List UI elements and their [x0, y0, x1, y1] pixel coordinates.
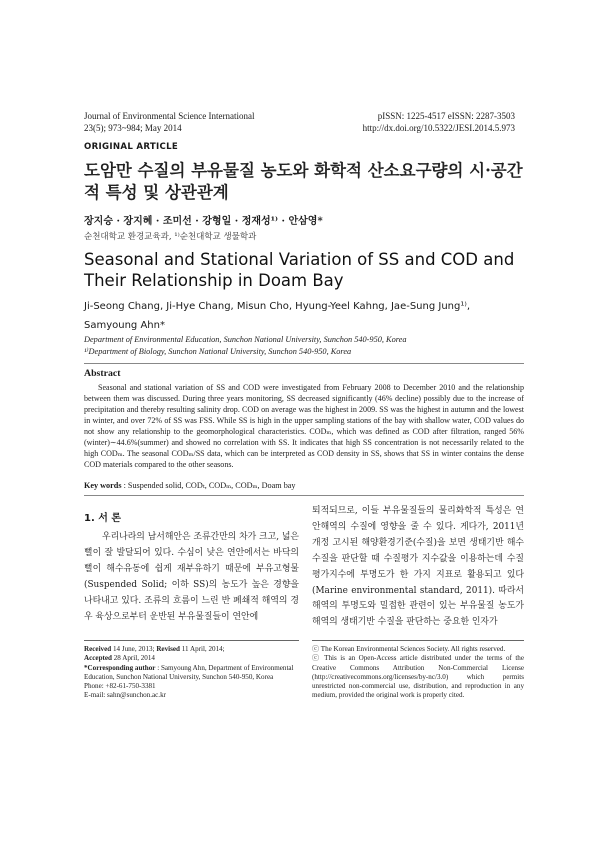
affiliation-english-2: ¹⁾Department of Biology, Sunchon National University, Sunchon 540-950, Korea — [84, 347, 352, 356]
phone: Phone: +82-61-750-3381 — [84, 682, 156, 691]
corresponding-author — [84, 664, 299, 683]
footnote-license — [312, 645, 524, 701]
received-label: Received — [84, 645, 112, 653]
dates-line-1 — [84, 645, 299, 654]
received-date: 14 June, 2013; — [111, 645, 157, 653]
issn: pISSN: 1225-4517 eISSN: 2287-3503 — [377, 111, 515, 121]
introduction-left-column: 우리나라의 남서해안은 조류간만의 차가 크고, 넓은 뻘이 잘 발달되어 있다. 수심이 낮은 연안에서는 바닥의 뻘이 해수유동에 쉽게 재부유하기 때문에 부유고형물(Suspended Solid; 이하 SS)의 농도가 높은 경향을 나타내고 있다. 조류의 흐름이 느린 반 폐쇄적 해역의 경우 육상으로부터 운반된 부유물질들이 연안에 — [84, 532, 299, 622]
article-type-label: ORIGINAL ARTICLE — [84, 142, 179, 152]
title-korean: 도암만 수질의 부유물질 농도와 화학적 산소요구량의 시·공간적 특성 및 상관관계 — [84, 161, 523, 202]
section-heading-introduction: 1. 서 론 — [84, 513, 122, 524]
abstract-heading: Abstract — [84, 368, 121, 379]
abstract-divider-top — [84, 363, 524, 364]
introduction-right-column: 퇴적되므로, 이들 부유물질들의 물리화학적 특성은 연안해역의 수질에 영향을 줄 수 있다. 게다가, 2011년 개정 고시된 해양환경기준(수질)을 보면 생태기반 해수수질을 판단할 때 수질평가 지수값을 이용하는데 수질평가지수에 투명도가 한 가지 지표로 활용되고 있다 (Marine environmental standard, 2011). 따라서 해역의 투명도와 밀접한 관련이 있는 부유물질 농도가 해역의 생태기반 수질을 판단하는 중요한 인자가 — [312, 506, 524, 628]
journal-header-right — [340, 110, 515, 134]
abstract-body: Seasonal and stational variation of SS and COD were investigated from February 2008 to December 2010 and the relationship between them was discussed. During three years monitoring, SS decreased significantly (46% decline) possibly due to the increase of precipitation and thereby resulting salinity drop. COD on average was the highest in 2009. SS was the highest in autumn and the lowest in winter, and over 72% of SS was FSS. While SS is high in the upper sampling stations of the bay with shallow water, COD values do not show any relationship to the geomorphological characteristics. CODₘ, which was defined as COD after filtration, ranged 56%(winter)∼44.6%(summer) and showed no correlation with SS. It indicates that high SS concentration is not necessarily related to the high CODₘ. The seasonal CODₘ/SS data, which can be interpreted as COD density in SS, shows that SS in winter contains the dense COD materials compared to the other seasons. — [84, 383, 524, 469]
authors-english-line-1: Ji-Seong Chang, Ji-Hye Chang, Misun Cho, Hyung-Yeel Kahng, Jae-Sung Jung¹⁾, — [84, 301, 470, 312]
doi-link[interactable]: http://dx.doi.org/10.5322/JESI.2014.5.973 — [362, 123, 515, 133]
accepted-date: 28 April, 2014 — [111, 654, 155, 663]
affiliation-english-1: Department of Environmental Education, Sunchon National University, Sunchon 540-950, Korea — [84, 335, 407, 344]
title-english: Seasonal and Stational Variation of SS and COD and Their Relationship in Doam Bay — [84, 250, 515, 290]
revised-label: Revised — [156, 645, 180, 653]
footnote-article-info — [84, 645, 299, 701]
corresponding-text: : Samyoung Ahn, Department of Environmental Education, Sunchon National University, Sunchon 540-950, Korea — [84, 663, 294, 681]
journal-issue: 23(5); 973~984; May 2014 — [84, 123, 182, 133]
affiliation-english — [84, 334, 524, 358]
license-notice: ⓒ This is an Open-Access article distributed under the terms of the Creative Commons Attribution Non-Commercial License (http://creativecommons.org/licenses/by-nc/3.0) which permits unrestricted non-commercial use, distribution, and reproduction in any medium, provided the original work is properly cited. — [312, 654, 524, 700]
copyright-notice: ⓒ The Korean Environmental Sciences Society. All rights reserved. — [312, 645, 506, 653]
journal-header-left — [84, 110, 344, 134]
authors-english-line-2: Samyoung Ahn* — [84, 320, 165, 331]
keywords-text: : Suspended solid, CODₜ, CODₘ, CODₘ, Doam bay — [121, 481, 296, 490]
accepted-label: Accepted — [84, 654, 112, 663]
authors-english — [84, 297, 524, 335]
keywords — [84, 480, 524, 490]
journal-name: Journal of Environmental Science International — [84, 111, 255, 121]
keywords-label: Key words — [84, 481, 122, 490]
affiliation-korean: 순천대학교 환경교육과, ¹⁾순천대학교 생물학과 — [84, 232, 257, 242]
email[interactable]: E-mail: sahn@sunchon.ac.kr — [84, 691, 166, 700]
abstract-divider-bottom — [84, 495, 524, 496]
corresponding-label: *Corresponding author — [84, 663, 156, 672]
footnote-divider-left — [84, 640, 299, 641]
dates-line-2 — [84, 654, 299, 663]
footnote-divider-right — [312, 640, 524, 641]
authors-korean: 장지승 · 장지혜 · 조미선 · 강형일 · 정재성¹⁾ · 안삼영* — [84, 216, 323, 227]
revised-date: 11 April, 2014; — [179, 645, 225, 653]
